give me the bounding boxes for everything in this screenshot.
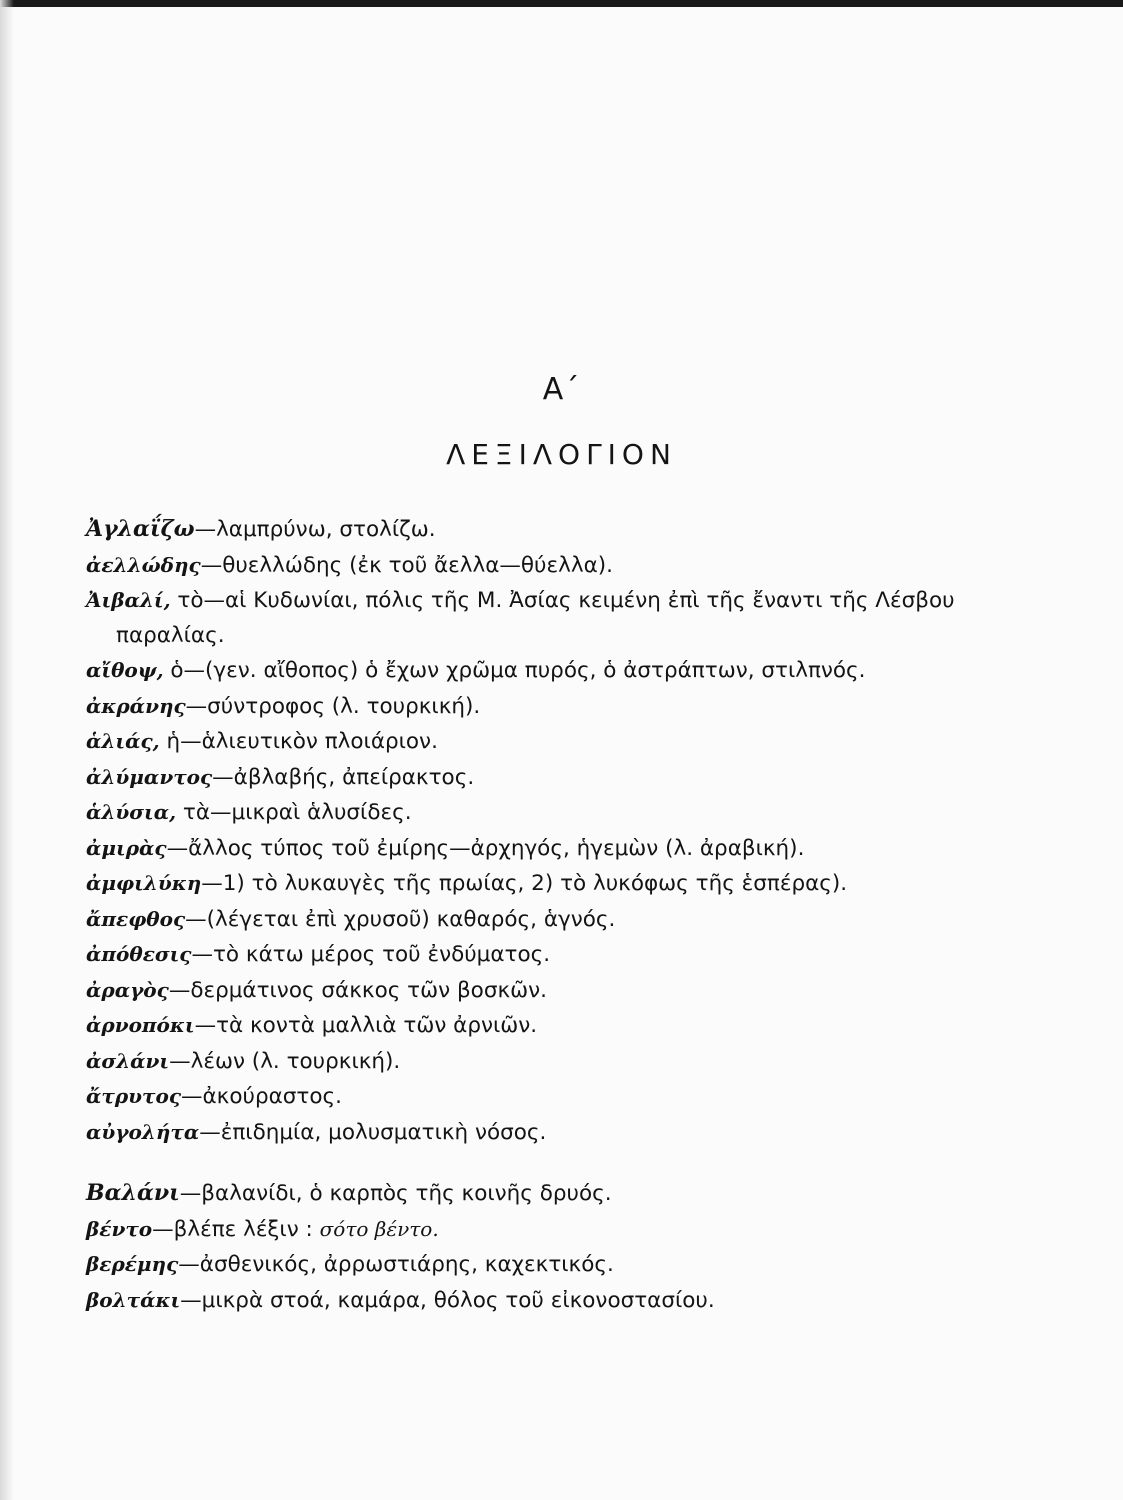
glossary-entry-alias — [86, 724, 966, 760]
entry-separator: — — [194, 1013, 217, 1038]
entry-separator: — — [201, 871, 223, 896]
entry-term: ἁλιάς, — [86, 729, 160, 753]
entry-term: ἀκράνης — [86, 693, 186, 718]
entry-term: ἁλύσια, — [86, 800, 177, 824]
entry-definition: θυελλώδης (ἐκ τοῦ ἄελλα—θύελλα). — [222, 552, 613, 578]
glossary-entry-apothesis — [86, 937, 966, 973]
entry-definition: τὰ—μικραὶ ἁλυσίδες. — [182, 800, 412, 825]
entry-separator: — — [179, 1181, 202, 1206]
glossary-entry-aragos — [86, 973, 966, 1009]
glossary-entry-aellodis — [86, 548, 966, 584]
entry-term: αὐγολήτα — [86, 1119, 200, 1144]
glossary-entry-arnopoki — [86, 1008, 966, 1044]
page-title: ΛΕΞΙΛΟΓΙΟΝ — [446, 438, 677, 471]
entry-definition: λέων (λ. τουρκική). — [190, 1048, 401, 1074]
entry-definition: ἀσθενικός, ἀρρωστιάρης, καχεκτικός. — [199, 1252, 614, 1277]
entry-term: ἀελλώδης — [86, 552, 201, 577]
entry-term: βολτάκι — [86, 1287, 181, 1312]
entry-separator: — — [185, 693, 208, 719]
entry-definition: τὰ κοντὰ μαλλιὰ τῶν ἀρνιῶν. — [216, 1013, 538, 1038]
glossary-entry-aglaizo — [86, 512, 966, 548]
entry-separator: — — [212, 764, 234, 790]
glossary-entry-voltaki — [86, 1283, 966, 1319]
entry-term: ἀμιρὰς — [86, 835, 167, 860]
glossary-entry-akranis — [86, 689, 966, 725]
binding-shadow — [0, 0, 14, 1500]
entry-definition: λαμπρύνω, στολίζω. — [216, 517, 436, 542]
entry-separator: — — [180, 1287, 202, 1313]
entry-separator: — — [169, 1048, 191, 1074]
entry-definition: ἀκούραστος. — [202, 1084, 342, 1109]
entry-definition: ἐπιδημία, μολυσματικὴ νόσος. — [220, 1119, 547, 1145]
page-top-border — [0, 0, 1123, 7]
entry-term: ἀρνοπόκι — [86, 1013, 195, 1037]
entry-definition: ἡ—ἁλιευτικὸν πλοιάριον. — [166, 729, 438, 754]
entry-term: ἀμφιλύκη — [86, 871, 202, 895]
entry-term: αἴθοψ, — [86, 658, 164, 682]
entry-separator: — — [178, 1252, 200, 1277]
entry-term: ἄπεφθος — [86, 906, 186, 931]
entry-definition: τὸ κάτω μέρος τοῦ ἐνδύματος. — [212, 942, 551, 967]
entry-definition: 1) τὸ λυκαυγὲς τῆς πρωίας, 2) τὸ λυκόφως τῆς ἑσπέρας). — [222, 871, 848, 896]
glossary-entry-amiras — [86, 831, 966, 867]
entry-term: ἀλύμαντος — [86, 764, 213, 789]
glossary-entry-vento — [86, 1212, 966, 1248]
entry-term: βερέμης — [86, 1252, 179, 1276]
entry-definition: ἀβλαβής, ἀπείρακτος. — [233, 764, 475, 790]
entry-separator: — — [152, 1216, 174, 1242]
entry-cross-reference: σότο βέντο. — [319, 1216, 439, 1241]
entry-term: βέντο — [86, 1216, 153, 1241]
entry-definition: δερμάτινος σάκκος τῶν βοσκῶν. — [190, 977, 547, 1003]
entry-separator: — — [166, 835, 189, 861]
glossary-entry-valani — [86, 1176, 966, 1212]
glossary-list — [86, 512, 966, 1318]
entry-term: ἀραγὸς — [86, 977, 169, 1002]
entry-separator: — — [185, 906, 207, 932]
entry-separator — [176, 800, 183, 825]
glossary-entry-apefthos — [86, 902, 966, 938]
glossary-entry-aivali — [86, 583, 966, 653]
entry-term: Ἀιβαλί, — [86, 588, 171, 612]
entry-definition: βλέπε λέξιν : — [173, 1216, 320, 1242]
entry-separator: — — [200, 552, 223, 578]
glossary-entry-amfilyki — [86, 866, 966, 902]
entry-separator: — — [181, 1084, 203, 1109]
entry-term: Βαλάνι — [86, 1180, 180, 1206]
glossary-entry-atrytos — [86, 1079, 966, 1115]
glossary-entry-alymantos — [86, 760, 966, 796]
entry-definition: βαλανίδι, ὁ καρπὸς τῆς κοινῆς δρυός. — [201, 1181, 612, 1206]
entry-definition: μικρὰ στοά, καμάρα, θόλος τοῦ εἰκονοστασίου. — [201, 1287, 715, 1313]
entry-definition: ἄλλος τύπος τοῦ ἐμίρης—ἀρχηγός, ἡγεμὼν (λ. ἀραβική). — [188, 835, 805, 861]
glossary-entry-aithops — [86, 653, 966, 689]
entry-separator: — — [194, 517, 217, 542]
glossary-entry-aslani — [86, 1044, 966, 1080]
entry-separator: — — [191, 942, 213, 967]
entry-separator: — — [168, 977, 191, 1003]
glossary-entry-veremis — [86, 1247, 966, 1283]
entry-definition: σύντροφος (λ. τουρκική). — [207, 693, 481, 719]
glossary-entry-alysia — [86, 795, 966, 831]
section-letter: Α΄ — [542, 372, 581, 407]
glossary-entry-avgolita — [86, 1115, 966, 1151]
entry-separator: — — [199, 1119, 221, 1145]
entry-definition: (λέγεται ἐπὶ χρυσοῦ) καθαρός, ἁγνός. — [206, 906, 616, 932]
entry-term: Ἀγλαΐζω — [86, 516, 195, 542]
entry-term: ἄτρυτος — [86, 1084, 181, 1108]
entry-term: ἀσλάνι — [86, 1048, 170, 1073]
entry-term: ἀπόθεσις — [86, 942, 192, 966]
entry-definition: τὸ—αἱ Κυδωνίαι, πόλις τῆς Μ. Ἀσίας κειμένη ἐπὶ τῆς ἔναντι τῆς Λέσβου παραλίας. — [116, 588, 955, 648]
entry-definition: ὁ—(γεν. αἴθοπος) ὁ ἔχων χρῶμα πυρός, ὁ ἀστράπτων, στιλπνός. — [170, 658, 866, 683]
